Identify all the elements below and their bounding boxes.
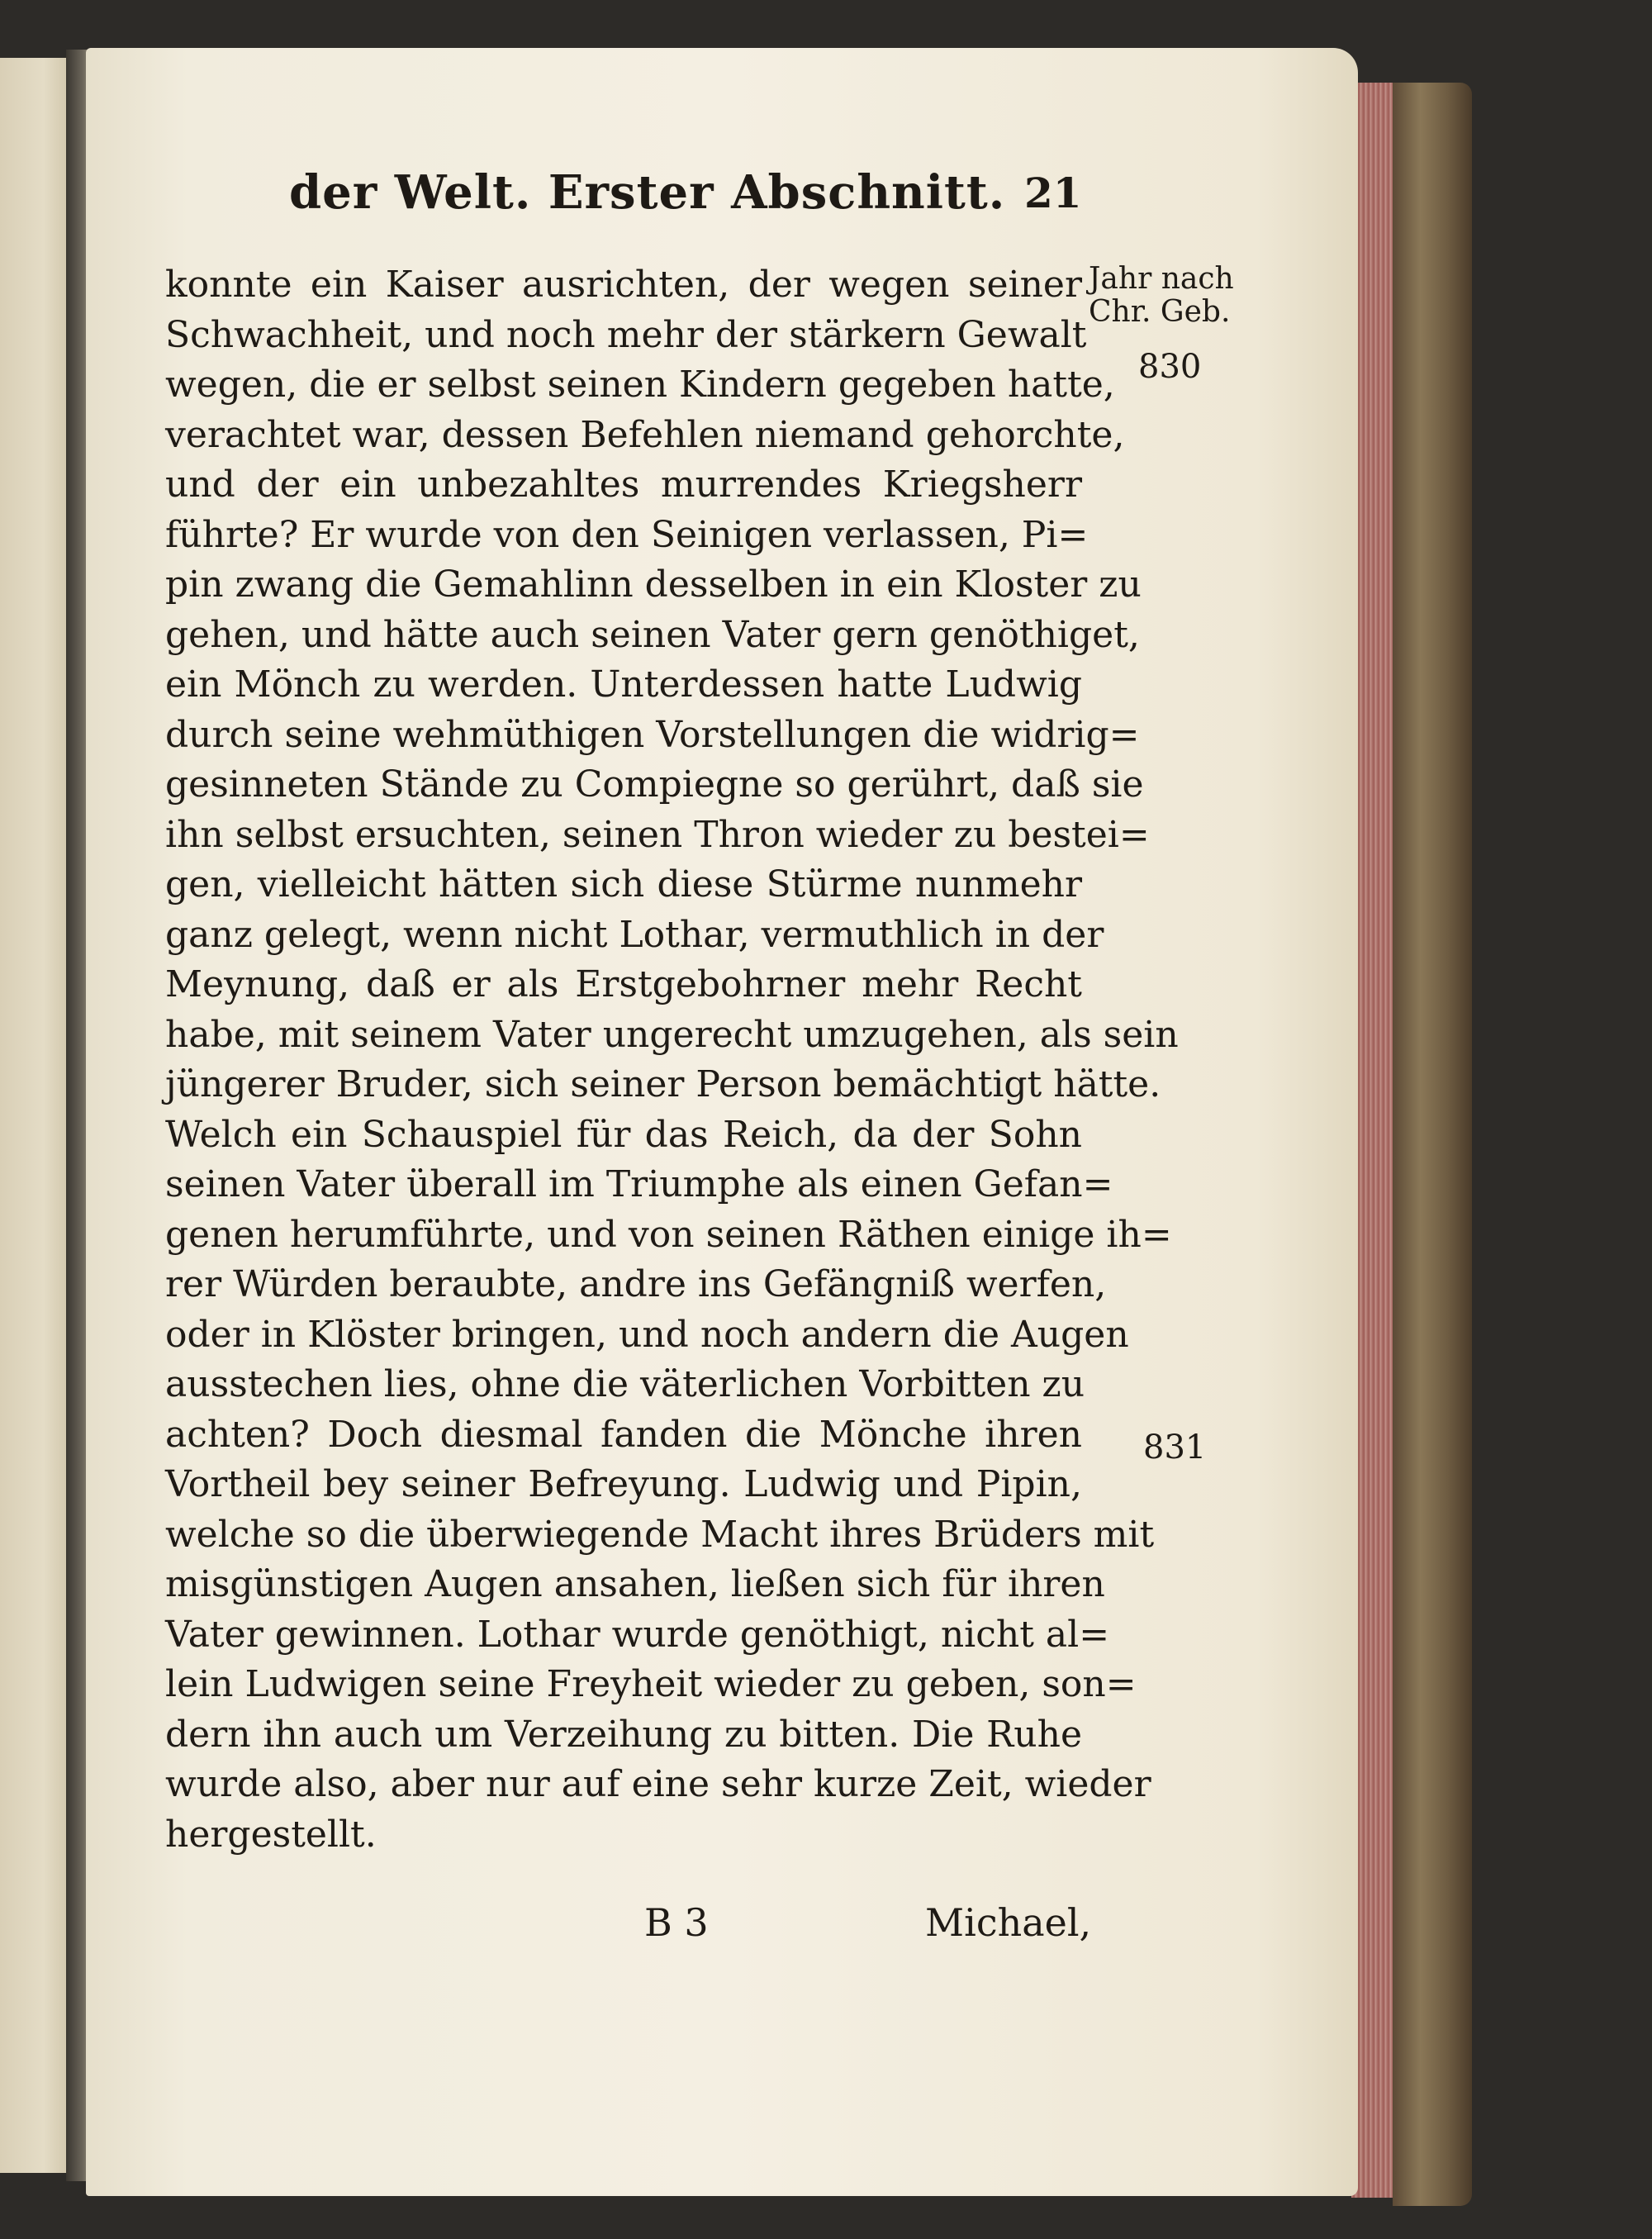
body-line: oder in Klöster bringen, und noch andern die Augen [165, 1313, 1129, 1356]
marginal-year-label-line2: Chr. Geb. [1089, 295, 1231, 329]
body-line: ganz gelegt, wenn nicht Lothar, vermuthlich in der [165, 913, 1104, 956]
body-line: seinen Vater überall im Triumphe als einen Gefan= [165, 1163, 1113, 1205]
body-line: genen herumführte, und von seinen Räthen einige ih= [165, 1213, 1172, 1256]
body-line: Vater gewinnen. Lothar wurde genöthigt, nicht al= [165, 1613, 1110, 1656]
catchword: Michael, [925, 1900, 1092, 1945]
body-line: Welch ein Schauspiel für das Reich, da der Sohn [165, 1113, 1082, 1156]
body-line: welche so die überwiegende Macht ihres Brüders mit [165, 1513, 1155, 1556]
body-line: wurde also, aber nur auf eine sehr kurze Zeit, wieder [165, 1763, 1151, 1805]
body-line: Schwachheit, und noch mehr der stärkern Gewalt [165, 313, 1087, 356]
body-line: Vortheil bey seiner Befreyung. Ludwig und Pipin, [165, 1463, 1082, 1505]
signature-mark: B 3 [644, 1900, 709, 1945]
body-line: und der ein unbezahltes murrendes Kriegsherr [165, 463, 1082, 506]
body-line: Meynung, daß er als Erstgebohrner mehr Recht [165, 963, 1082, 1005]
marginal-year-label [1089, 263, 1254, 329]
body-line: durch seine wehmüthigen Vorstellungen die widrig= [165, 713, 1140, 756]
body-line: konnte ein Kaiser ausrichten, der wegen seiner [165, 264, 1082, 306]
body-line: pin zwang die Gemahlinn desselben in ein Kloster zu [165, 563, 1142, 606]
running-head: der Welt. Erster Abschnitt. [289, 165, 1006, 220]
body-line: rer Würden beraubte, andre ins Gefängniß werfen, [165, 1263, 1107, 1305]
body-line: hergestellt. [165, 1813, 377, 1856]
marginal-year-831: 831 [1143, 1428, 1207, 1467]
marginal-year-label-line1: Jahr nach [1089, 262, 1234, 296]
body-line: führte? Er wurde von den Seinigen verlassen, Pi= [165, 513, 1089, 556]
body-line: ihn selbst ersuchten, seinen Thron wieder zu bestei= [165, 813, 1150, 856]
body-line: verachtet war, dessen Befehlen niemand gehorchte, [165, 413, 1125, 456]
body-line: lein Ludwigen seine Freyheit wieder zu geben, son= [165, 1663, 1137, 1705]
marginal-year-830: 830 [1138, 348, 1202, 386]
book-cover [1393, 83, 1472, 2206]
body-line: ausstechen lies, ohne die väterlichen Vorbitten zu [165, 1363, 1085, 1405]
body-line: ein Mönch zu werden. Unterdessen hatte Ludwig [165, 663, 1082, 706]
body-line: misgünstigen Augen ansahen, ließen sich für ihren [165, 1563, 1105, 1605]
body-line: dern ihn auch um Verzeihung zu bitten. Die Ruhe [165, 1713, 1082, 1756]
body-line: jüngerer Bruder, sich seiner Person bemächtigt hätte. [165, 1063, 1161, 1105]
body-line: achten? Doch diesmal fanden die Mönche ihren [165, 1413, 1082, 1456]
body-line: gen, vielleicht hätten sich diese Stürme nunmehr [165, 863, 1082, 906]
page-number: 21 [1024, 169, 1082, 217]
previous-page-edge [0, 58, 73, 2173]
page-header [289, 165, 1082, 223]
body-line: habe, mit seinem Vater ungerecht umzugehen, als sein [165, 1013, 1179, 1056]
body-line: gesinneten Stände zu Compiegne so gerührt, daß sie [165, 763, 1144, 806]
body-line: wegen, die er selbst seinen Kindern gegeben hatte, [165, 364, 1115, 406]
body-line: gehen, und hätte auch seinen Vater gern genöthiget, [165, 613, 1140, 656]
